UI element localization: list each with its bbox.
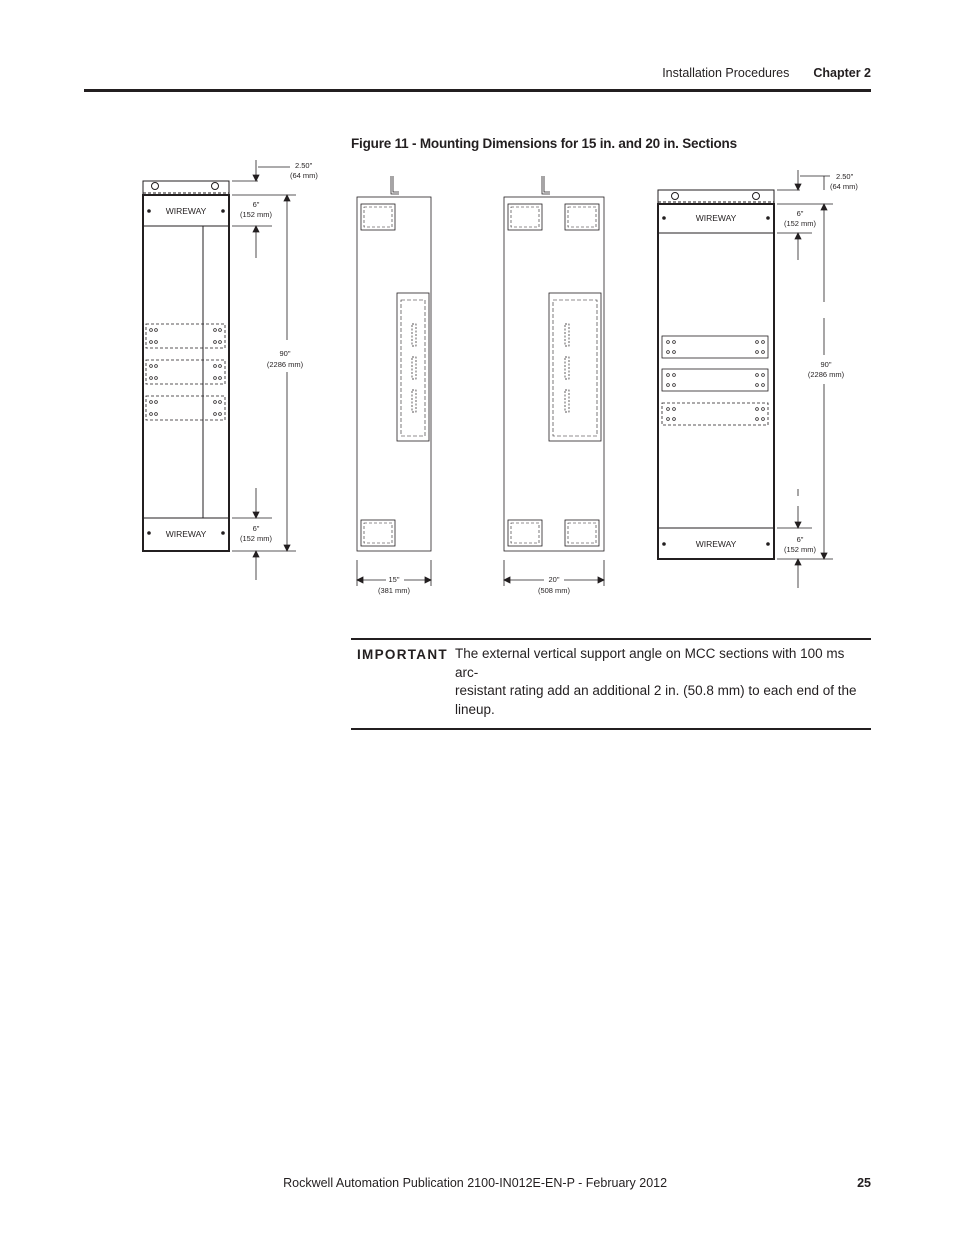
svg-text:6": 6" xyxy=(252,200,260,209)
svg-text:(381 mm): (381 mm) xyxy=(377,586,411,595)
left-section-body xyxy=(143,195,229,551)
svg-text:(152 mm): (152 mm) xyxy=(783,545,817,554)
section-15in-side-view xyxy=(357,176,431,595)
svg-text:(2286 mm): (2286 mm) xyxy=(807,370,845,379)
svg-text:15": 15" xyxy=(388,575,400,584)
left-top-wireway-label: WIREWAY xyxy=(165,206,207,216)
important-note xyxy=(351,638,871,730)
header-chapter: Chapter 2 xyxy=(813,66,871,80)
important-label: IMPORTANT xyxy=(357,647,448,662)
important-text: The external vertical support angle on MCC sections with 100 ms arc- resistant rating add an additional 2 in. (50.8 mm) to each end of the lineup. xyxy=(455,646,857,717)
left-lift-hole xyxy=(152,183,159,190)
svg-text:20": 20" xyxy=(548,575,560,584)
right-bottom-wireway-label: WIREWAY xyxy=(695,539,737,549)
left-bottom-wireway-label: WIREWAY xyxy=(165,529,207,539)
svg-text:2.50": 2.50" xyxy=(295,161,313,170)
left-lift-hole xyxy=(212,183,219,190)
svg-text:(152 mm): (152 mm) xyxy=(239,210,273,219)
svg-text:6": 6" xyxy=(796,535,804,544)
svg-text:(152 mm): (152 mm) xyxy=(783,219,817,228)
svg-text:6": 6" xyxy=(252,524,260,533)
header-section: Installation Procedures xyxy=(662,66,790,80)
section-15in-body xyxy=(357,197,431,551)
svg-text:6": 6" xyxy=(796,209,804,218)
svg-text:(152 mm): (152 mm) xyxy=(239,534,273,543)
right-section-front-view xyxy=(658,170,858,588)
svg-text:90": 90" xyxy=(820,360,832,369)
right-top-wireway-label: WIREWAY xyxy=(695,213,737,223)
svg-text:2.50": 2.50" xyxy=(836,172,854,181)
svg-text:(64 mm): (64 mm) xyxy=(830,182,858,191)
left-section-front-view xyxy=(143,160,318,580)
running-footer xyxy=(283,1176,871,1190)
figure-title: Figure 11 - Mounting Dimensions for 15 in. and 20 in. Sections xyxy=(351,136,737,151)
svg-text:(508 mm): (508 mm) xyxy=(537,586,571,595)
section-20in-body xyxy=(504,197,604,551)
page-number: 25 xyxy=(857,1176,871,1190)
svg-text:(2286 mm): (2286 mm) xyxy=(266,360,304,369)
section-20in-side-view xyxy=(504,176,604,595)
footer-publication: Rockwell Automation Publication 2100-IN012E-EN-P - February 2012 xyxy=(283,1176,668,1190)
svg-text:(64 mm): (64 mm) xyxy=(290,171,318,180)
right-section-body xyxy=(658,204,774,559)
svg-text:90": 90" xyxy=(279,349,291,358)
